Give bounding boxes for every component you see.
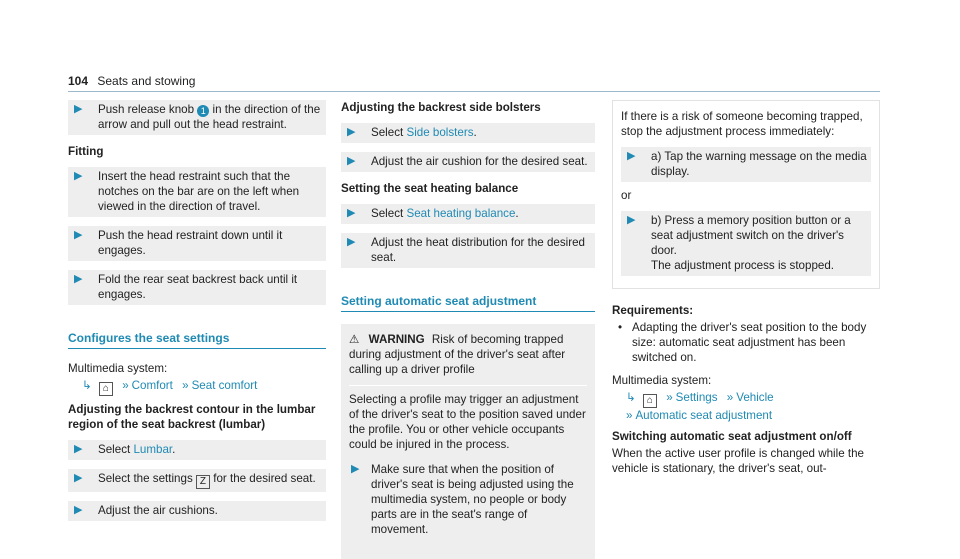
step: ▶ Make sure that when the position of driver's seat is being adjusted using the multimedia system, no people or body parts are in the seat's range of movement. (351, 463, 574, 536)
double-chevron-icon: » (182, 379, 189, 392)
fitting-heading: Fitting (68, 145, 104, 158)
arrow-icon: ▶ (627, 150, 636, 162)
note-box (612, 100, 880, 289)
home-icon: ⌂ (99, 382, 113, 396)
page-number: 104 (68, 74, 89, 88)
path-automatic-seat-adjustment[interactable]: Automatic seat adjustment (635, 409, 773, 422)
heating-heading: Setting the seat heating balance (341, 182, 519, 195)
step: ▶ b) Press a memory position button or a seat adjustment switch on the driver's door. The adjustment process is stopped. (621, 211, 871, 276)
arrow-icon: ▶ (74, 472, 83, 484)
multimedia-label: Multimedia system: (612, 374, 712, 387)
warning-text: Risk of becoming trapped during adjustment of the driver's seat after calling up a driver profile (349, 333, 566, 376)
arrow-icon: ▶ (347, 126, 356, 138)
note-or: or (621, 189, 632, 202)
arrow-icon: ▶ (347, 207, 356, 219)
step: ▶ Fold the rear seat backrest back until it engages. (68, 270, 326, 305)
page-header (68, 74, 195, 89)
step: ▶ Adjust the air cushions. (68, 501, 326, 521)
double-chevron-icon: » (666, 391, 673, 404)
step: ▶ Adjust the heat distribution for the desired seat. (341, 233, 595, 268)
double-chevron-icon: » (626, 409, 633, 422)
warning-triangle-icon: ⚠ (349, 333, 360, 346)
arrow-icon: ▶ (74, 103, 83, 115)
step: ▶ Select the settings Z for the desired seat. (68, 469, 326, 492)
bullet-icon: • (618, 321, 623, 334)
step: ▶ Adjust the air cushion for the desired seat. (341, 152, 595, 172)
arrow-icon: ▶ (347, 236, 356, 248)
bolster-heading: Adjusting the backrest side bolsters (341, 101, 541, 114)
lumbar-link[interactable]: Lumbar (133, 443, 173, 456)
column-2 (341, 100, 595, 559)
path-comfort[interactable]: Comfort (131, 379, 173, 392)
step: ▶ Push the head restraint down until it engages. (68, 226, 326, 261)
warning-box (341, 324, 595, 559)
note-intro: If there is a risk of someone becoming trapped, stop the adjustment process immediately: (621, 110, 863, 138)
arrow-icon: ▶ (627, 214, 636, 226)
requirements-heading: Requirements: (612, 304, 694, 317)
arrow-icon: ▶ (74, 170, 83, 182)
seat-heating-balance-link[interactable]: Seat heating balance (406, 207, 516, 220)
arrow-icon: ▶ (347, 155, 356, 167)
column-1 (68, 100, 326, 530)
warning-header (349, 332, 587, 377)
section-heading: Setting automatic seat adjustment (341, 294, 595, 312)
arrow-icon: ▶ (74, 273, 83, 285)
step: ▶ Insert the head restraint such that the notches on the bar are on the left when viewed in the direction of travel. (68, 167, 326, 217)
step: ▶ Select Seat heating balance. (341, 204, 595, 224)
step: ▶ Select Side bolsters. (341, 123, 595, 143)
home-icon: ⌂ (643, 394, 657, 408)
section-title: Seats and stowing (97, 74, 196, 88)
hook-arrow-icon: ↳ (626, 391, 636, 404)
knob-number-badge: 1 (197, 105, 209, 117)
double-chevron-icon: » (122, 379, 129, 392)
switch-text: When the active user profile is changed while the vehicle is stationary, the driver's seat, out- (612, 447, 864, 475)
double-chevron-icon: » (726, 391, 734, 404)
settings-icon: Z (196, 475, 210, 489)
step: ▶ Push release knob 1 in the direction of the arrow and pull out the head restraint. (68, 100, 326, 135)
warning-body: Selecting a profile may trigger an adjustment of the driver's seat to the position saved under the profile. You or other vehicle occupants could be injured in the process. (349, 385, 587, 452)
lumbar-heading: Adjusting the backrest contour in the lumbar region of the seat backrest (lumbar) (68, 403, 316, 431)
list-item: • Adapting the driver's seat position to the body size: automatic seat adjustment has been switched on. (618, 321, 867, 364)
arrow-icon: ▶ (74, 229, 83, 241)
arrow-icon: ▶ (351, 463, 360, 475)
hook-arrow-icon: ↳ (82, 379, 92, 392)
path-seat-comfort[interactable]: Seat comfort (191, 379, 258, 392)
arrow-icon: ▶ (74, 504, 83, 516)
menu-path (626, 390, 880, 423)
section-heading: Configures the seat settings (68, 331, 326, 349)
menu-path (82, 378, 326, 396)
warning-title: WARNING (368, 333, 425, 346)
step: ▶ Select Lumbar. (68, 440, 326, 460)
side-bolsters-link[interactable]: Side bolsters (406, 126, 474, 139)
column-3 (612, 100, 880, 484)
step: ▶ a) Tap the warning message on the media display. (621, 147, 871, 182)
multimedia-label: Multimedia system: (68, 362, 168, 375)
header-rule (68, 91, 880, 92)
arrow-icon: ▶ (74, 443, 83, 455)
path-settings[interactable]: Settings (675, 391, 718, 404)
path-vehicle[interactable]: Vehicle (736, 391, 774, 404)
switch-heading: Switching automatic seat adjustment on/off (612, 430, 852, 443)
